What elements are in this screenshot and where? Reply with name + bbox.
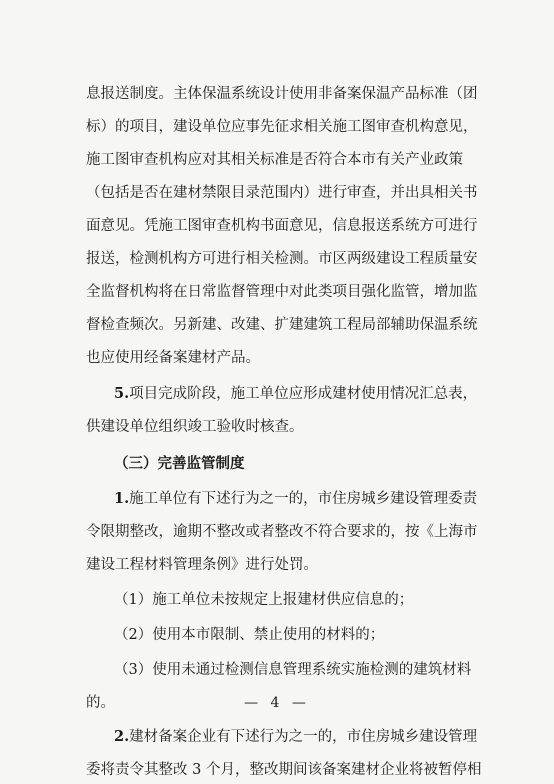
page-number: — 4 —: [244, 695, 310, 711]
line-text: （2）使用本市限制、禁止使用的材料的；: [114, 627, 385, 643]
paragraph-line: [86, 348, 260, 368]
paragraph-line: [86, 84, 478, 104]
line-text: 面意见。凭施工图审查机构书面意见，信息报送系统方可进行: [86, 218, 478, 234]
line-text: 建设工程材料管理条例》进行处罚。: [86, 557, 318, 573]
paragraph-line: [86, 315, 478, 335]
paragraph-line: [114, 660, 471, 680]
line-text: 委将责令其整改 3 个月，整改期间该备案建材企业将被暂停相: [86, 762, 482, 778]
paragraph-line: [114, 384, 477, 404]
paragraph-line: [114, 489, 477, 509]
paragraph-line: [86, 150, 463, 170]
line-text: （包括是否在建材禁限目录范围内）进行审查，并出具相关书: [86, 185, 478, 201]
line-text: 施工图审查机构应对其相关标准是否符合本市有关产业政策: [86, 152, 463, 168]
paragraph-line: [86, 417, 304, 437]
paragraph-line: [86, 117, 478, 137]
item-number: 1.: [114, 490, 130, 507]
line-text: （3）使用未通过检测信息管理系统实施检测的建筑材料: [114, 662, 472, 678]
line-text: （三）完善监管制度: [114, 455, 245, 472]
line-text: 项目完成阶段，施工单位应形成建材使用情况汇总表，: [129, 386, 478, 402]
line-text: 施工单位有下述行为之一的，市住房城乡建设管理委责: [129, 491, 478, 507]
paragraph-line: [86, 216, 478, 236]
paragraph-line: [86, 522, 478, 542]
paragraph-line: [86, 183, 478, 203]
paragraph-line: [86, 282, 478, 302]
line-text: （1）施工单位未按规定上报建材供应信息的；: [114, 592, 414, 608]
paragraph-line: [86, 555, 318, 575]
line-text: 标）的项目，建设单位应事先征求相关施工图审查机构意见，: [86, 119, 478, 135]
line-text: 全监督机构将在日常监督管理中对此类项目强化监管，增加监: [86, 284, 478, 300]
line-text: 供建设单位组织竣工验收时核查。: [86, 419, 304, 435]
item-number: 2.: [114, 728, 130, 745]
line-text: 建材备案企业有下述行为之一的，市住房城乡建设管理: [129, 729, 478, 745]
paragraph-line: [114, 727, 477, 747]
paragraph-line: [114, 625, 384, 645]
line-text: 息报送制度。主体保温系统设计使用非备案保温产品标准（团: [86, 86, 478, 102]
line-text: 报送，检测机构方可进行相关检测。市区两级建设工程质量安: [86, 251, 478, 267]
line-text: 令限期整改，逾期不整改或者整改不符合要求的，按《上海市: [86, 524, 478, 540]
paragraph-line: [86, 760, 481, 780]
line-text: 的。: [86, 695, 115, 711]
paragraph-line: [114, 590, 413, 610]
line-text: 督检查频次。另新建、改建、扩建建筑工程局部辅助保温系统: [86, 317, 478, 333]
paragraph-line: [86, 249, 478, 269]
section-heading: [114, 454, 245, 474]
item-number: 5.: [114, 385, 130, 402]
line-text: 也应使用经备案建材产品。: [86, 350, 260, 366]
